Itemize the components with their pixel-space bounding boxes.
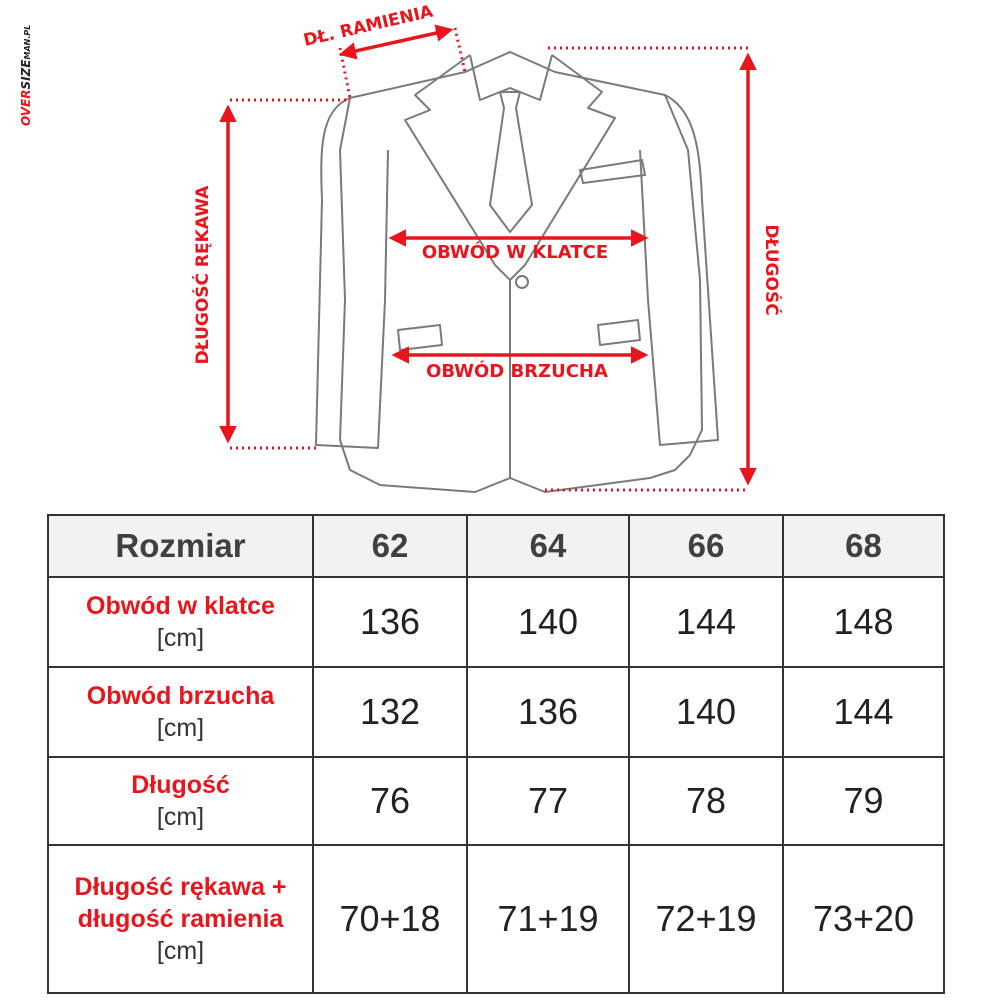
row-name: Długość	[131, 771, 230, 799]
sleeve-length-label: DŁUGOŚĆ RĘKAWA	[193, 185, 213, 365]
row-unit: [cm]	[156, 714, 205, 742]
value-cell: 148	[783, 577, 944, 667]
table-row	[48, 757, 944, 845]
row-label-cell	[48, 845, 313, 993]
value-cell: 71+19	[467, 845, 629, 993]
row-name: Obwód brzucha	[86, 682, 275, 710]
row-label-cell	[48, 577, 313, 667]
value-cell: 73+20	[783, 845, 944, 993]
length-label: DŁUGOŚĆ	[761, 224, 781, 316]
size-header-cell: 68	[783, 515, 944, 577]
table-header-row	[48, 515, 944, 577]
value-cell: 132	[313, 667, 467, 757]
table-row	[48, 845, 944, 993]
value-cell: 136	[467, 667, 629, 757]
value-cell: 140	[629, 667, 783, 757]
row-name: Długość rękawa +	[74, 873, 287, 901]
value-cell: 77	[467, 757, 629, 845]
chest-label: OBWÓD W KLATCE	[421, 242, 609, 263]
row-label-cell	[48, 757, 313, 845]
button-icon	[516, 276, 528, 288]
size-header-cell: 62	[313, 515, 467, 577]
table-row	[48, 577, 944, 667]
svg-text:OVERSIZEMAN.PL: OVERSIZEMAN.PL	[19, 24, 33, 126]
size-header-label: Rozmiar	[48, 515, 313, 577]
row-label-cell	[48, 667, 313, 757]
value-cell: 144	[783, 667, 944, 757]
row-unit: [cm]	[156, 624, 205, 652]
value-cell: 72+19	[629, 845, 783, 993]
waist-label: OBWÓD BRZUCHA	[426, 361, 608, 382]
value-cell: 136	[313, 577, 467, 667]
value-cell: 144	[629, 577, 783, 667]
row-name: Obwód w klatce	[86, 592, 275, 620]
row-name-line2: długość ramienia	[77, 905, 284, 933]
value-cell: 70+18	[313, 845, 467, 993]
size-header-cell: 66	[629, 515, 783, 577]
table-row	[48, 667, 944, 757]
row-unit: [cm]	[156, 937, 205, 965]
value-cell: 78	[629, 757, 783, 845]
jacket-outline	[316, 52, 718, 492]
value-cell: 79	[783, 757, 944, 845]
size-table	[47, 514, 945, 994]
value-cell: 140	[467, 577, 629, 667]
size-header-cell: 64	[467, 515, 629, 577]
value-cell: 76	[313, 757, 467, 845]
row-unit: [cm]	[156, 803, 205, 831]
shoulder-label: DŁ. RAMIENIA	[301, 1, 435, 51]
